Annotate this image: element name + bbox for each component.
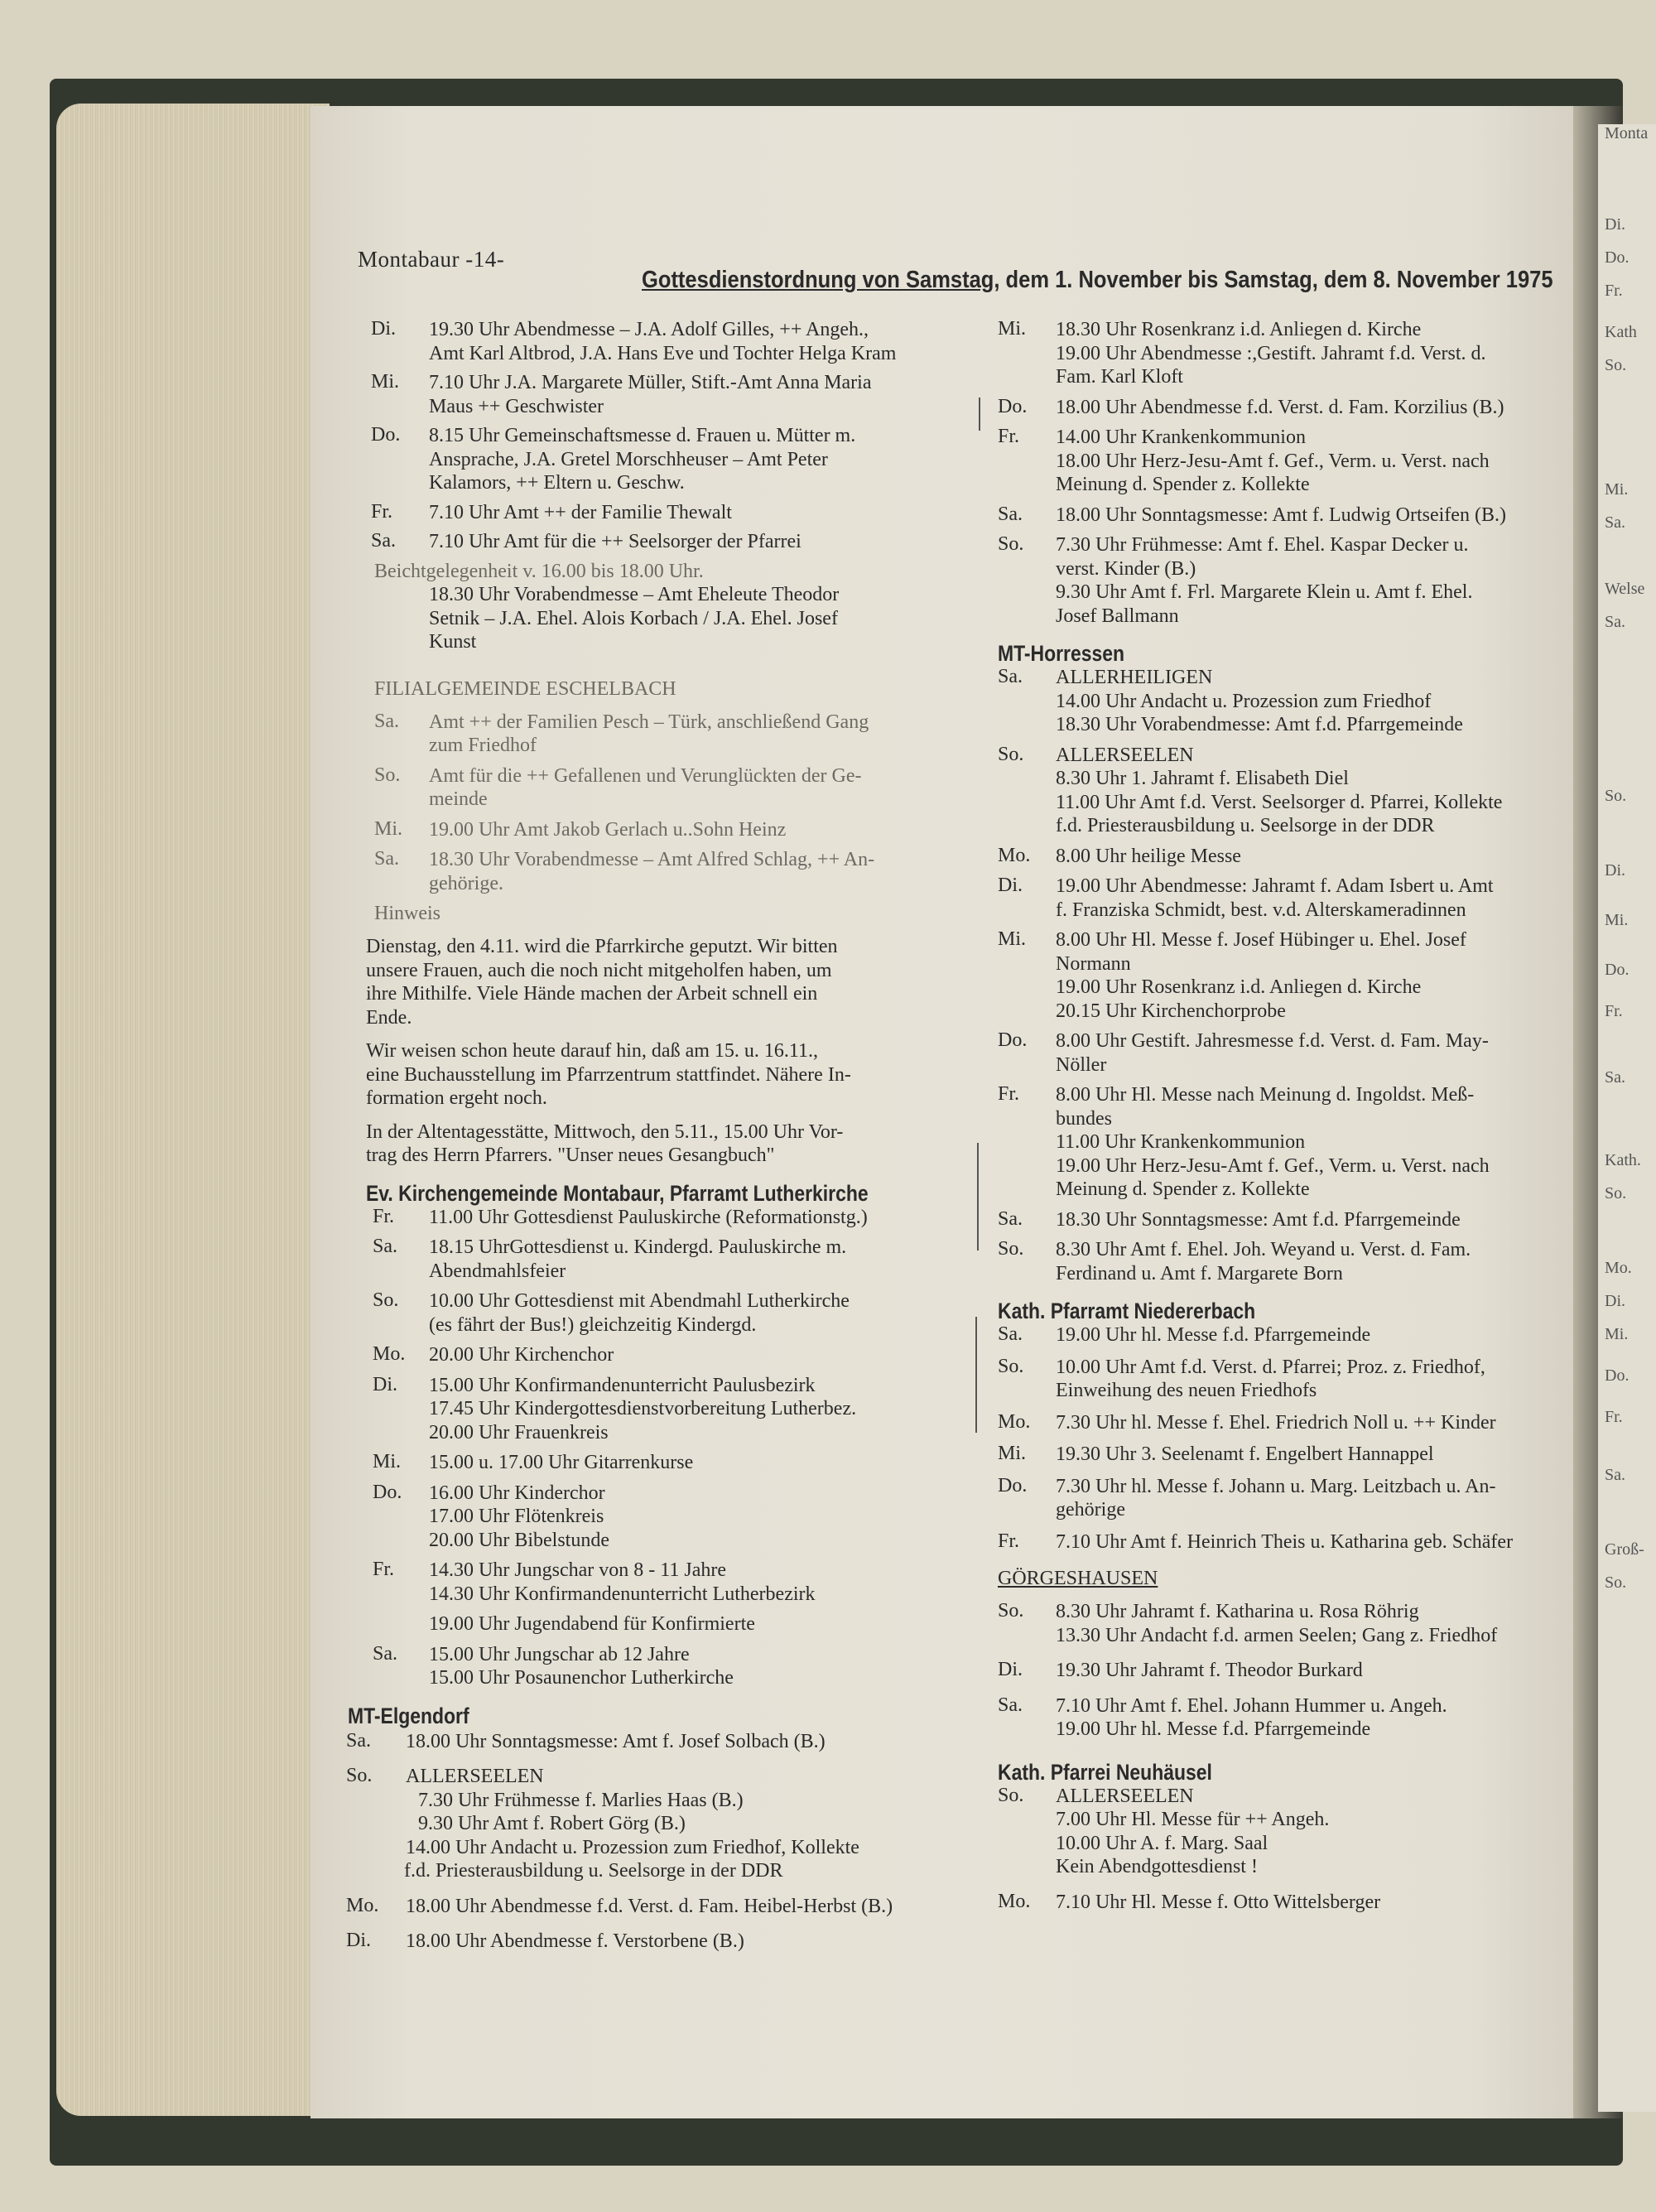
schedule-line: 11.00 Uhr Amt f.d. Verst. Seelsorger d. Pfarrei, Kollekte — [1056, 791, 1503, 813]
schedule-line: 7.10 Uhr J.A. Margarete Müller, Stift.-Amt Anna Maria — [429, 372, 872, 393]
day-label: So. — [346, 1765, 373, 1786]
schedule-line: 19.00 Uhr hl. Messe f.d. Pfarrgemeinde — [1056, 1718, 1371, 1740]
schedule-line: 8.00 Uhr Hl. Messe nach Meinung d. Ingoldst. Meß- — [1056, 1084, 1475, 1106]
schedule-line: 7.10 Uhr Amt f. Heinrich Theis u. Katharina geb. Schäfer — [1056, 1530, 1514, 1553]
adjacent-page-fragment: Di. — [1605, 1292, 1625, 1310]
notice-line: Ende. — [366, 1006, 412, 1029]
adjacent-page-fragment: Kath — [1605, 323, 1637, 341]
adjacent-page-fragment: Mi. — [1605, 480, 1629, 499]
section-heading-horressen: MT-Horressen — [998, 641, 1125, 666]
day-label: Mo. — [998, 844, 1031, 866]
notice-line: unsere Frauen, auch die noch nicht mitgeholfen haben, um — [366, 959, 832, 981]
schedule-line: ALLERSEELEN — [1056, 744, 1194, 766]
notice-line: Wir weisen schon heute darauf hin, daß am 15. u. 16.11., — [366, 1040, 818, 1062]
section-heading-neuhaeusel: Kath. Pfarrei Neuhäusel — [998, 1759, 1212, 1785]
schedule-line: 8.30 Uhr 1. Jahramt f. Elisabeth Diel — [1056, 768, 1349, 789]
day-label: Sa. — [998, 503, 1023, 525]
day-label: So. — [998, 1355, 1024, 1377]
schedule-line: 7.30 Uhr hl. Messe f. Johann u. Marg. Leitzbach u. An- — [1056, 1475, 1496, 1497]
schedule-line: 20.15 Uhr Kirchenchorprobe — [1056, 1000, 1286, 1022]
adjacent-page-fragment: Sa. — [1605, 513, 1625, 532]
schedule-line: ALLERHEILIGEN — [1056, 667, 1213, 688]
schedule-line: 7.10 Uhr Amt für die ++ Seelsorger der Pfarrei — [429, 531, 802, 552]
section-heading-eschelbach: FILIALGEMEINDE ESCHELBACH — [374, 677, 676, 700]
schedule-line: bundes — [1056, 1107, 1112, 1130]
day-label: Mi. — [373, 1451, 402, 1472]
day-label: So. — [998, 743, 1024, 765]
day-label: So. — [373, 1289, 399, 1311]
schedule-line: 7.10 Uhr Amt f. Ehel. Johann Hummer u. Angeh. — [1056, 1694, 1447, 1717]
page-header-left: Montabaur -14- — [358, 247, 505, 272]
schedule-line: 13.30 Uhr Andacht f.d. armen Seelen; Gang z. Friedhof — [1056, 1624, 1498, 1646]
column-divider-mid — [977, 1143, 979, 1251]
day-label: So. — [998, 1784, 1024, 1806]
schedule-line: f.d. Priesterausbildung u. Seelsorge in der DDR — [1056, 815, 1435, 836]
schedule-line: gehörige — [1056, 1499, 1125, 1520]
day-label: Mi. — [371, 371, 400, 393]
schedule-line: 9.30 Uhr Amt f. Robert Görg (B.) — [418, 1813, 686, 1834]
day-label: Do. — [998, 395, 1028, 417]
schedule-line: gehörige. — [429, 872, 503, 894]
adjacent-page-fragment: Fr. — [1605, 1408, 1623, 1426]
day-label: Sa. — [371, 530, 396, 552]
schedule-line: Amt ++ der Familien Pesch – Türk, anschließend Gang — [429, 711, 869, 733]
schedule-line: Meinung d. Spender z. Kollekte — [1056, 474, 1310, 495]
section-heading-elgendorf: MT-Elgendorf — [348, 1703, 469, 1728]
day-label: Fr. — [998, 1530, 1020, 1552]
schedule-line: Normann — [1056, 952, 1131, 975]
schedule-line: 18.00 Uhr Abendmesse f.d. Verst. d. Fam. Korzilius (B.) — [1056, 396, 1504, 418]
day-label: Sa. — [998, 1694, 1023, 1716]
day-label: Fr. — [373, 1205, 395, 1227]
schedule-line: 19.00 Uhr Rosenkranz i.d. Anliegen d. Kirche — [1056, 976, 1422, 998]
day-label: Sa. — [346, 1729, 371, 1752]
schedule-line: ALLERSEELEN — [1056, 1785, 1194, 1807]
day-label: Di. — [998, 875, 1023, 896]
schedule-line: 19.00 Uhr Herz-Jesu-Amt f. Gef., Verm. u. Verst. nach — [1056, 1154, 1490, 1177]
schedule-line: 7.00 Uhr Hl. Messe für ++ Angeh. — [1056, 1809, 1330, 1830]
schedule-line: 14.00 Uhr Andacht u. Prozession zum Friedhof, Kollekte — [406, 1836, 859, 1858]
schedule-line: 7.30 Uhr hl. Messe f. Ehel. Friedrich Noll u. ++ Kinder — [1056, 1411, 1496, 1434]
schedule-line: 8.00 Uhr heilige Messe — [1056, 845, 1241, 867]
schedule-line: 19.00 Uhr hl. Messe f.d. Pfarrgemeinde — [1056, 1324, 1371, 1346]
schedule-line: 19.00 Uhr Amt Jakob Gerlach u..Sohn Heinz — [429, 818, 787, 841]
schedule-line: Nöller — [1056, 1053, 1107, 1076]
adjacent-page-fragment: Do. — [1605, 248, 1630, 267]
schedule-line: Maus ++ Geschwister — [429, 395, 604, 417]
day-label: Sa. — [374, 848, 399, 870]
day-label: Mo. — [998, 1410, 1031, 1433]
schedule-line: 7.30 Uhr Frühmesse f. Marlies Haas (B.) — [418, 1789, 744, 1811]
day-label: So. — [998, 1600, 1024, 1622]
adjacent-page-fragment: Mi. — [1605, 911, 1629, 929]
adjacent-page-fragment: Sa. — [1605, 1068, 1625, 1087]
schedule-line: 19.30 Uhr Jahramt f. Theodor Burkard — [1056, 1660, 1363, 1681]
day-label: So. — [374, 764, 401, 786]
schedule-line: Amt für die ++ Gefallenen und Verunglückten der Ge- — [429, 764, 862, 787]
day-label: Do. — [998, 1029, 1028, 1051]
day-label: Fr. — [998, 426, 1020, 447]
schedule-line: 15.00 Uhr Posaunenchor Lutherkirche — [429, 1667, 734, 1689]
schedule-line: Ferdinand u. Amt f. Margarete Born — [1056, 1262, 1343, 1284]
notice-label: Hinweis — [374, 903, 440, 924]
column-divider-low — [975, 1317, 977, 1433]
page-edges — [56, 104, 330, 2116]
schedule-line: 8.15 Uhr Gemeinschaftsmesse d. Frauen u. Mütter m. — [429, 425, 856, 446]
schedule-line: 17.00 Uhr Flötenkreis — [429, 1506, 604, 1527]
schedule-line: Fam. Karl Kloft — [1056, 366, 1183, 388]
adjacent-page-fragment: Fr. — [1605, 1002, 1623, 1020]
schedule-line: 10.00 Uhr Amt f.d. Verst. d. Pfarrei; Proz. z. Friedhof, — [1056, 1356, 1485, 1378]
notice-line: Dienstag, den 4.11. wird die Pfarrkirche geputzt. Wir bitten — [366, 936, 838, 957]
section-heading-goergeshausen: GÖRGESHAUSEN — [998, 1568, 1158, 1589]
schedule-line: 11.00 Uhr Gottesdienst Pauluskirche (Reformationstg.) — [429, 1206, 868, 1228]
schedule-line: 7.10 Uhr Amt ++ der Familie Thewalt — [429, 501, 732, 523]
schedule-line: 8.30 Uhr Jahramt f. Katharina u. Rosa Röhrig — [1056, 1601, 1419, 1622]
schedule-line: 10.00 Uhr A. f. Marg. Saal — [1056, 1832, 1268, 1854]
schedule-line: 17.45 Uhr Kindergottesdienstvorbereitung Lutherbez. — [429, 1398, 857, 1419]
notice-line: In der Altentagesstätte, Mittwoch, den 5.11., 15.00 Uhr Vor- — [366, 1120, 844, 1143]
column-divider-top — [979, 398, 980, 431]
schedule-line: (es fährt der Bus!) gleichzeitig Kindergd. — [429, 1313, 757, 1336]
page-title-rest: dem 1. November bis Samstag, dem 8. November 1975 — [999, 267, 1553, 293]
confession-line: Beichtgelegenheit v. 16.00 bis 18.00 Uhr. — [374, 560, 704, 582]
day-label: Di. — [371, 318, 396, 340]
day-label: Do. — [998, 1474, 1028, 1496]
day-label: Sa. — [998, 1323, 1023, 1345]
day-label: Fr. — [371, 500, 393, 523]
schedule-line: zum Friedhof — [429, 735, 537, 756]
schedule-line: 14.30 Uhr Konfirmandenunterricht Lutherbezirk — [429, 1583, 816, 1605]
schedule-line: Kein Abendgottesdienst ! — [1056, 1856, 1258, 1877]
day-label: Sa. — [998, 1207, 1023, 1230]
day-label: Mo. — [373, 1343, 406, 1365]
adjacent-page-fragment: Do. — [1605, 1366, 1630, 1385]
schedule-line: 8.00 Uhr Hl. Messe f. Josef Hübinger u. Ehel. Josef — [1056, 929, 1466, 951]
adjacent-page-fragment: Di. — [1605, 861, 1625, 879]
page-title-underlined: Gottesdienstordnung von Samstag, — [642, 267, 1000, 293]
schedule-line: 14.30 Uhr Jungschar von 8 - 11 Jahre — [429, 1559, 727, 1581]
schedule-line: 20.00 Uhr Bibelstunde — [429, 1529, 609, 1551]
confession-line: 18.30 Uhr Vorabendmesse – Amt Eheleute Theodor — [429, 584, 840, 605]
schedule-line: Ansprache, J.A. Gretel Morschheuser – Amt Peter — [429, 448, 828, 470]
schedule-line: 14.00 Uhr Krankenkommunion — [1056, 426, 1306, 448]
notice-line: ihre Mithilfe. Viele Hände machen der Arbeit schnell ein — [366, 983, 818, 1005]
schedule-line: verst. Kinder (B.) — [1056, 557, 1196, 580]
adjacent-page-fragment: Welse — [1605, 580, 1645, 598]
schedule-line: 8.30 Uhr Amt f. Ehel. Joh. Weyand u. Verst. d. Fam. — [1056, 1239, 1471, 1260]
schedule-line: 10.00 Uhr Gottesdienst mit Abendmahl Lutherkirche — [429, 1290, 850, 1312]
schedule-line: 16.00 Uhr Kinderchor — [429, 1482, 605, 1504]
schedule-line: 19.00 Uhr Abendmesse :,Gestift. Jahramt f.d. Verst. d. — [1056, 342, 1486, 364]
day-label: Mi. — [998, 318, 1027, 340]
day-label: Mi. — [998, 928, 1027, 950]
adjacent-page-fragment: Monta — [1605, 124, 1649, 142]
day-label: Mi. — [998, 1443, 1027, 1464]
schedule-line: 14.00 Uhr Andacht u. Prozession zum Friedhof — [1056, 690, 1432, 712]
schedule-line: Josef Ballmann — [1056, 605, 1179, 627]
schedule-line: 7.10 Uhr Hl. Messe f. Otto Wittelsberger — [1056, 1891, 1381, 1913]
schedule-line: Amt Karl Altbrod, J.A. Hans Eve und Tochter Helga Kram — [429, 342, 897, 364]
day-label: So. — [998, 533, 1024, 555]
confession-line: Kunst — [429, 631, 477, 653]
schedule-line: meinde — [429, 788, 488, 810]
schedule-line: 7.30 Uhr Frühmesse: Amt f. Ehel. Kaspar Decker u. — [1056, 534, 1469, 556]
day-label: Sa. — [998, 666, 1023, 687]
confession-line: Setnik – J.A. Ehel. Alois Korbach / J.A. Ehel. Josef — [429, 607, 838, 629]
day-label: Do. — [371, 424, 401, 446]
schedule-line: 18.00 Uhr Abendmesse f.d. Verst. d. Fam. Heibel-Herbst (B.) — [406, 1895, 893, 1917]
day-label: Mo. — [346, 1894, 379, 1916]
day-label: Mo. — [998, 1890, 1031, 1912]
schedule-line: 15.00 Uhr Jungschar ab 12 Jahre — [429, 1643, 690, 1665]
notice-line: formation ergeht noch. — [366, 1087, 547, 1109]
day-label: Di. — [998, 1659, 1023, 1680]
schedule-line: 18.30 Uhr Vorabendmesse: Amt f.d. Pfarrgemeinde — [1056, 714, 1463, 735]
adjacent-page-fragment: So. — [1605, 787, 1627, 805]
day-label: Sa. — [374, 710, 399, 732]
schedule-line: Meinung d. Spender z. Kollekte — [1056, 1178, 1310, 1200]
schedule-line: 20.00 Uhr Frauenkreis — [429, 1421, 609, 1443]
adjacent-page-fragment: Kath. — [1605, 1151, 1641, 1169]
day-label: Fr. — [373, 1559, 395, 1580]
adjacent-page-fragment: Fr. — [1605, 282, 1623, 300]
adjacent-page-fragment: So. — [1605, 1184, 1627, 1202]
schedule-line: 18.30 Uhr Vorabendmesse – Amt Alfred Schlag, ++ An- — [429, 849, 875, 870]
schedule-line: 18.00 Uhr Herz-Jesu-Amt f. Gef., Verm. u. Verst. nach — [1056, 450, 1490, 472]
section-heading-niedererbach: Kath. Pfarramt Niedererbach — [998, 1299, 1256, 1323]
schedule-line: 20.00 Uhr Kirchenchor — [429, 1344, 614, 1366]
schedule-line: 11.00 Uhr Krankenkommunion — [1056, 1131, 1306, 1153]
adjacent-page-fragment: Mi. — [1605, 1325, 1629, 1343]
adjacent-page-fragment: So. — [1605, 1573, 1627, 1592]
notice-line: trag des Herrn Pfarrers. "Unser neues Gesangbuch" — [366, 1145, 775, 1166]
schedule-line: 19.00 Uhr Jugendabend für Konfirmierte — [429, 1613, 755, 1635]
day-label: Fr. — [998, 1083, 1020, 1105]
schedule-line: 15.00 u. 17.00 Uhr Gitarrenkurse — [429, 1452, 694, 1473]
schedule-line: 18.15 UhrGottesdienst u. Kindergd. Pauluskirche m. — [429, 1236, 847, 1258]
schedule-line: ALLERSEELEN — [406, 1766, 544, 1787]
schedule-line: 18.30 Uhr Rosenkranz i.d. Anliegen d. Kirche — [1056, 319, 1422, 340]
day-label: So. — [998, 1238, 1024, 1260]
schedule-line: 19.00 Uhr Abendmesse: Jahramt f. Adam Isbert u. Amt — [1056, 875, 1494, 897]
day-label: Do. — [373, 1481, 402, 1503]
day-label: Di. — [373, 1373, 397, 1395]
adjacent-page-fragment: Mo. — [1605, 1259, 1632, 1277]
adjacent-page-fragment: Do. — [1605, 961, 1630, 979]
page-title — [642, 267, 1553, 294]
schedule-line: f. Franziska Schmidt, best. v.d. Alterskameradinnen — [1056, 899, 1466, 921]
adjacent-page-fragment: Sa. — [1605, 613, 1625, 631]
adjacent-page — [1598, 124, 1656, 2112]
day-label: Mi. — [374, 817, 403, 840]
schedule-line: f.d. Priesterausbildung u. Seelsorge in der DDR — [404, 1860, 783, 1882]
schedule-line: Abendmahlsfeier — [429, 1260, 566, 1282]
schedule-line: 15.00 Uhr Konfirmandenunterricht Paulusbezirk — [429, 1374, 816, 1396]
schedule-line: 18.30 Uhr Sonntagsmesse: Amt f.d. Pfarrgemeinde — [1056, 1208, 1461, 1231]
adjacent-page-fragment: So. — [1605, 356, 1627, 374]
day-label: Sa. — [373, 1236, 397, 1257]
notice-line: eine Buchausstellung im Pfarrzentrum stattfindet. Nähere In- — [366, 1063, 851, 1086]
schedule-line: 18.00 Uhr Abendmesse f. Verstorbene (B.) — [406, 1930, 744, 1952]
schedule-line: Kalamors, ++ Eltern u. Geschw. — [429, 472, 685, 494]
schedule-line: 19.30 Uhr Abendmesse – J.A. Adolf Gilles, ++ Angeh., — [429, 319, 869, 340]
schedule-line: 8.00 Uhr Gestift. Jahresmesse f.d. Verst. d. Fam. May- — [1056, 1030, 1489, 1052]
day-label: Sa. — [373, 1642, 397, 1665]
section-heading-ev-kirchengemeinde: Ev. Kirchengemeinde Montabaur, Pfarramt Lutherkirche — [366, 1180, 869, 1206]
day-label: Di. — [346, 1930, 371, 1951]
adjacent-page-fragment: Groß- — [1605, 1540, 1644, 1559]
schedule-line: 18.00 Uhr Sonntagsmesse: Amt f. Josef Solbach (B.) — [406, 1730, 826, 1752]
schedule-line: 9.30 Uhr Amt f. Frl. Margarete Klein u. Amt f. Ehel. — [1056, 581, 1473, 603]
schedule-line: 19.30 Uhr 3. Seelenamt f. Engelbert Hannappel — [1056, 1443, 1434, 1465]
adjacent-page-fragment: Di. — [1605, 215, 1625, 234]
schedule-line: 18.00 Uhr Sonntagsmesse: Amt f. Ludwig Ortseifen (B.) — [1056, 504, 1506, 526]
adjacent-page-fragment: Sa. — [1605, 1466, 1625, 1484]
schedule-line: Einweihung des neuen Friedhofs — [1056, 1380, 1317, 1401]
